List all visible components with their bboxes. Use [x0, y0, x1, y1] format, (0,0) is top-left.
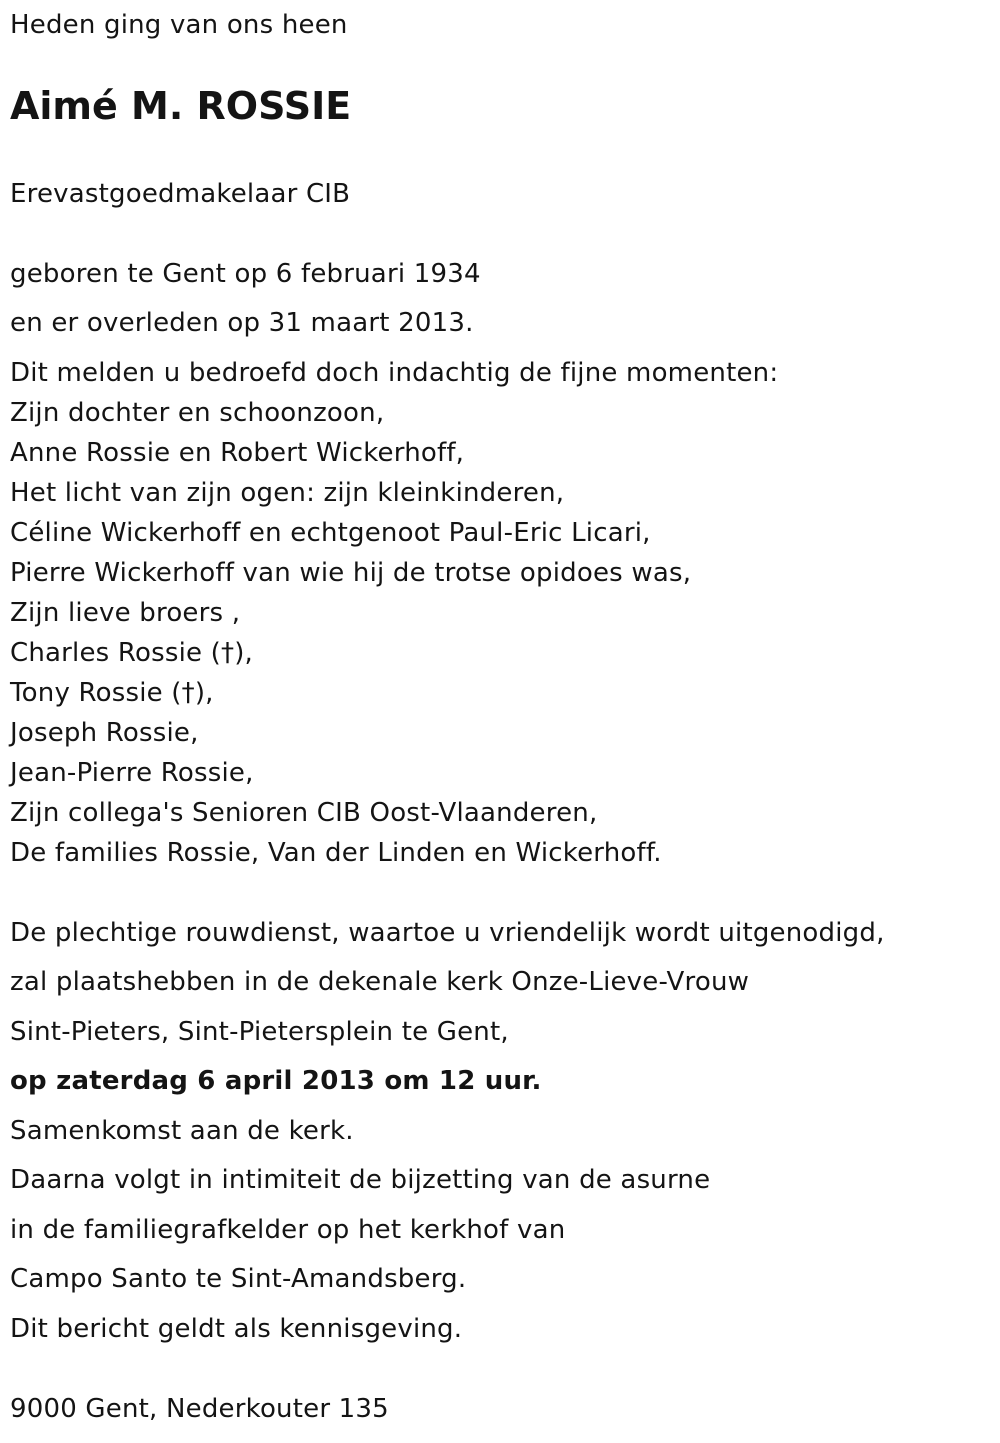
service-line: De plechtige rouwdienst, waartoe u vriendelijk wordt uitgenodigd,: [10, 918, 885, 948]
birth-line: geboren te Gent op 6 februari 1934: [10, 259, 481, 289]
service-line: Daarna volgt in intimiteit de bijzetting van de asurne: [10, 1165, 711, 1195]
family-line: Dit melden u bedroefd doch indachtig de fijne momenten:: [10, 358, 779, 388]
service-line: Sint-Pieters, Sint-Pietersplein te Gent,: [10, 1017, 509, 1047]
service-line: Campo Santo te Sint-Amandsberg.: [10, 1264, 467, 1294]
profession: Erevastgoedmakelaar CIB: [10, 179, 351, 209]
family-line: Tony Rossie (†),: [10, 678, 214, 708]
family-line: Joseph Rossie,: [10, 718, 199, 748]
service-line: Samenkomst aan de kerk.: [10, 1116, 354, 1146]
service-line: zal plaatshebben in de dekenale kerk Onze-Lieve-Vrouw: [10, 967, 750, 997]
service-line: Dit bericht geldt als kennisgeving.: [10, 1314, 463, 1344]
service-line: in de familiegrafkelder op het kerkhof van: [10, 1215, 566, 1245]
intro-text: Heden ging van ons heen: [10, 10, 348, 40]
family-line: Céline Wickerhoff en echtgenoot Paul-Eric Licari,: [10, 518, 651, 548]
family-line: Pierre Wickerhoff van wie hij de trotse opidoes was,: [10, 558, 692, 588]
family-line: Zijn dochter en schoonzoon,: [10, 398, 385, 428]
family-line: Jean-Pierre Rossie,: [10, 758, 254, 788]
family-line: Zijn collega's Senioren CIB Oost-Vlaanderen,: [10, 798, 598, 828]
deceased-name: Aimé M. ROSSIE: [10, 84, 352, 128]
death-line: en er overleden op 31 maart 2013.: [10, 308, 474, 338]
family-line: Charles Rossie (†),: [10, 638, 254, 668]
service-date: op zaterdag 6 april 2013 om 12 uur.: [10, 1066, 542, 1096]
family-line: Anne Rossie en Robert Wickerhoff,: [10, 438, 465, 468]
family-line: Het licht van zijn ogen: zijn kleinkinderen,: [10, 478, 565, 508]
address: 9000 Gent, Nederkouter 135: [10, 1394, 389, 1424]
family-line: Zijn lieve broers ,: [10, 598, 241, 628]
family-line: De families Rossie, Van der Linden en Wickerhoff.: [10, 838, 662, 868]
